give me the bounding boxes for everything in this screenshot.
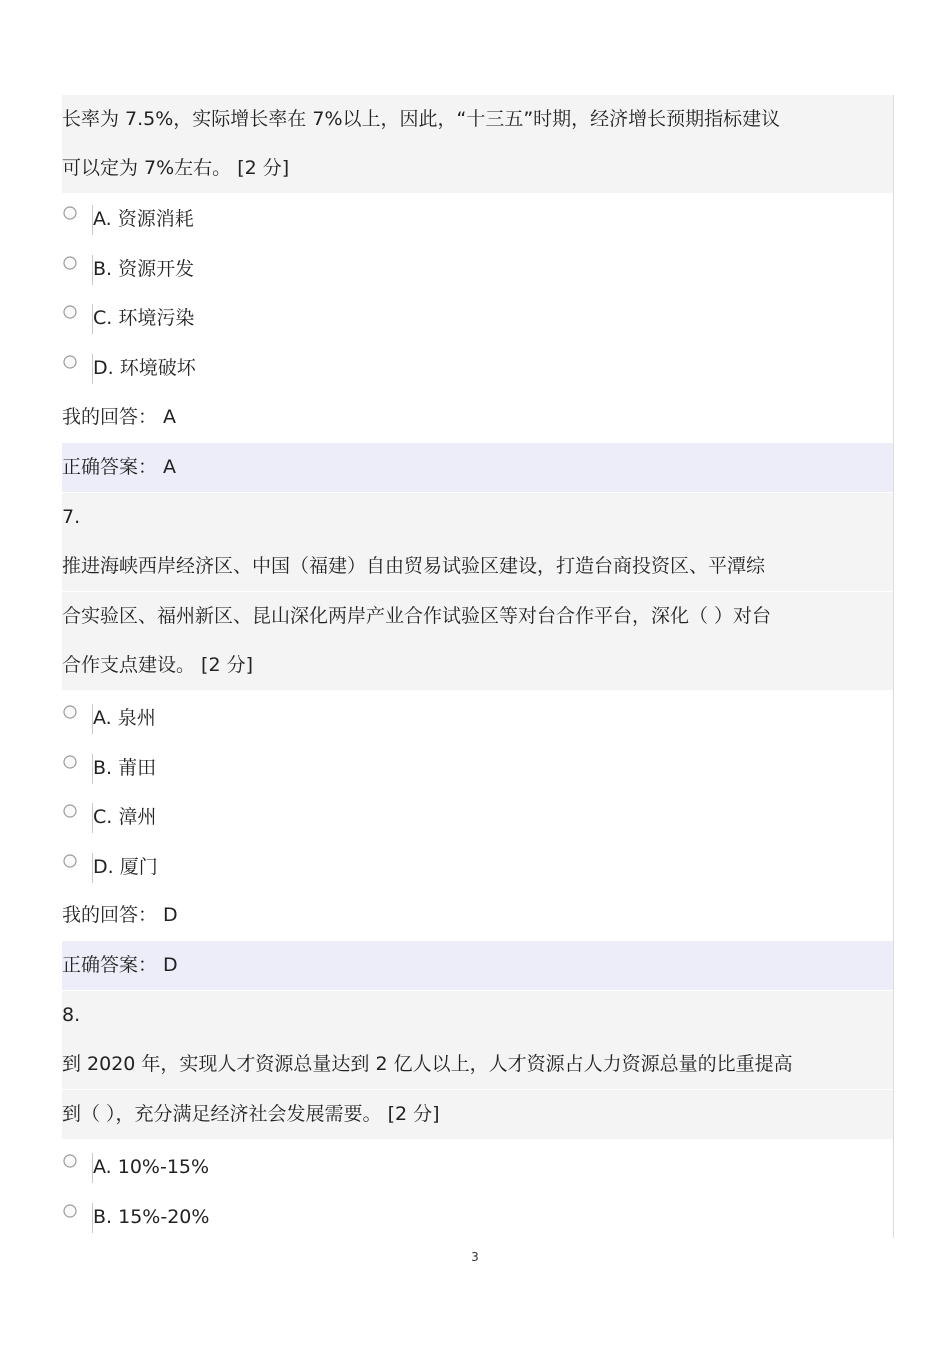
option-label: B. 资源开发 xyxy=(93,258,195,280)
q8-number: 8. xyxy=(62,991,893,1040)
q7-correct-answer: 正确答案： D xyxy=(62,941,893,990)
option-label: A. 泉州 xyxy=(93,707,156,729)
q7-my-answer: 我的回答： D xyxy=(62,904,178,926)
q7-stem-line-2: 合实验区、福州新区、昆山深化两岸产业合作试验区等对台合作平台，深化（ ）对台 xyxy=(62,592,893,641)
q7-option-a[interactable] xyxy=(62,694,893,743)
q8-option-a[interactable] xyxy=(62,1143,893,1192)
q8-stem-line-2: 到（ ），充分满足经济社会发展需要。 [2 分] xyxy=(62,1090,893,1139)
q7-stem-line-3: 合作支点建设。 [2 分] xyxy=(62,641,893,690)
option-label: D. 环境破坏 xyxy=(93,357,196,379)
radio-icon[interactable] xyxy=(62,205,78,221)
q6-option-d[interactable] xyxy=(62,344,893,393)
q6-stem-line-1: 长率为 7.5%，实际增长率在 7%以上，因此，“十三五”时期，经济增长预期指标建议 xyxy=(62,95,893,144)
radio-icon[interactable] xyxy=(62,255,78,271)
q6-stem-line-2: 可以定为 7%左右。 [2 分] xyxy=(62,144,893,193)
q8-option-b[interactable] xyxy=(62,1193,893,1242)
q7-option-c[interactable] xyxy=(62,793,893,842)
radio-icon[interactable] xyxy=(62,1153,78,1169)
option-label: C. 环境污染 xyxy=(93,307,195,329)
q6-option-c[interactable] xyxy=(62,294,893,343)
option-label: D. 厦门 xyxy=(93,856,158,878)
page-number: 3 xyxy=(471,1250,479,1264)
radio-icon[interactable] xyxy=(62,1203,78,1219)
q8-stem-line-1: 到 2020 年，实现人才资源总量达到 2 亿人以上，人才资源占人力资源总量的比重提高 xyxy=(62,1040,893,1089)
q6-option-b[interactable] xyxy=(62,245,893,294)
radio-icon[interactable] xyxy=(62,853,78,869)
radio-icon[interactable] xyxy=(62,354,78,370)
option-label: B. 莆田 xyxy=(93,757,157,779)
q7-option-b[interactable] xyxy=(62,744,893,793)
radio-icon[interactable] xyxy=(62,304,78,320)
q6-my-answer: 我的回答： A xyxy=(62,406,177,428)
option-label: C. 漳州 xyxy=(93,806,157,828)
radio-icon[interactable] xyxy=(62,803,78,819)
q6-correct-answer: 正确答案： A xyxy=(62,443,893,492)
option-label: A. 资源消耗 xyxy=(93,208,194,230)
q6-option-a[interactable] xyxy=(62,195,893,244)
radio-icon[interactable] xyxy=(62,704,78,720)
q7-stem-line-1: 推进海峡西岸经济区、中国（福建）自由贸易试验区建设，打造台商投资区、平潭综 xyxy=(62,542,893,591)
radio-icon[interactable] xyxy=(62,754,78,770)
option-label: B. 15%-20% xyxy=(93,1206,210,1228)
option-label: A. 10%-15% xyxy=(93,1156,210,1178)
q7-option-d[interactable] xyxy=(62,843,893,892)
q7-number: 7. xyxy=(62,493,893,542)
